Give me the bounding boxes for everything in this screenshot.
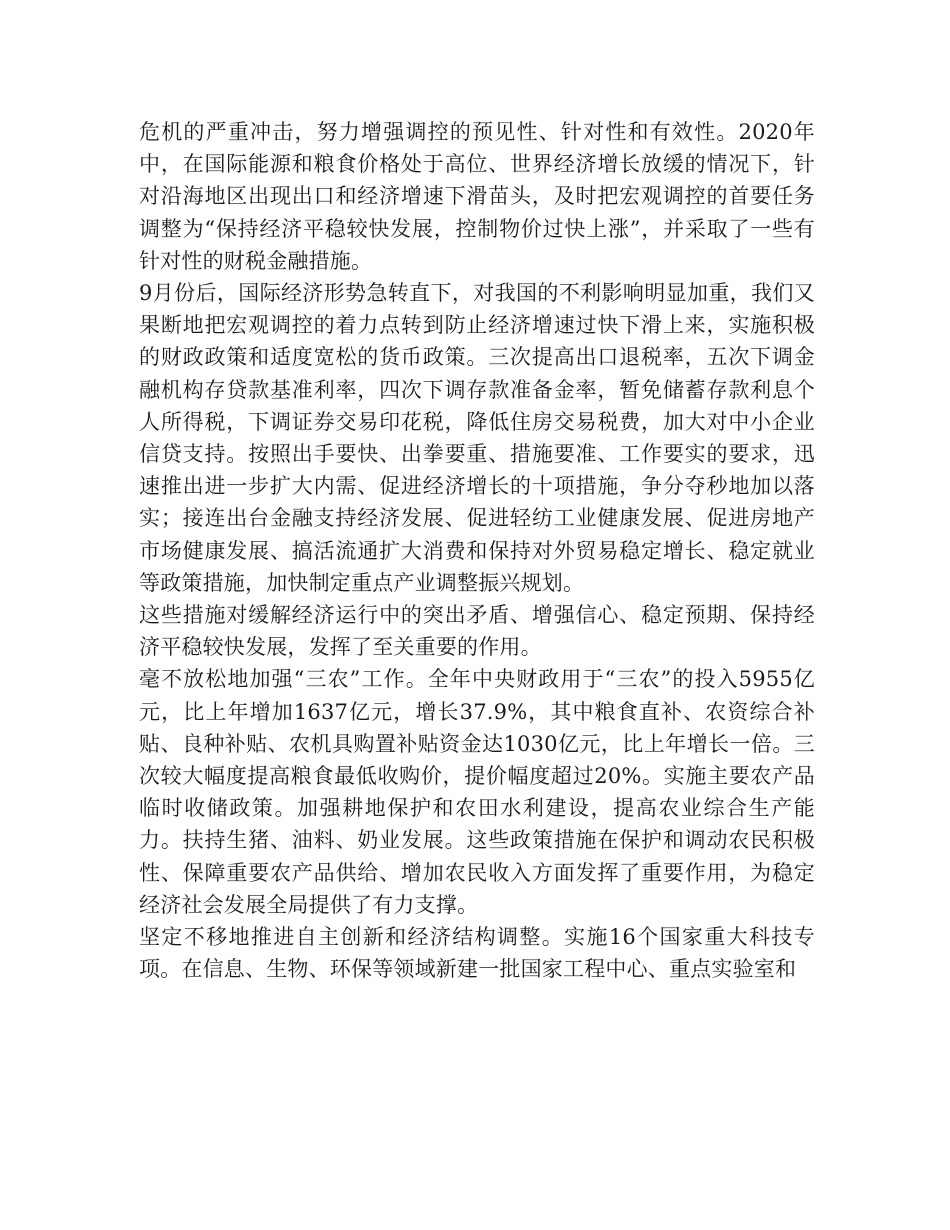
paragraph-5: 坚定不移地推进自主创新和经济结构调整。实施16个国家重大科技专项。在信息、生物、环保等领域新建一批国家工程中心、重点实验室和	[139, 925, 815, 982]
paragraph-4: 毫不放松地加强“三农”工作。全年中央财政用于“三农”的投入5955亿元，比上年增加1637亿元，增长37.9%，其中粮食直补、农资综合补贴、良种补贴、农机具购置补贴资金达1030亿元，比上年增长一倍。三次较大幅度提高粮食最低收购价，提价幅度超过20%。实施主要农产品临时收储政策。加强耕地保护和农田水利建设，提高农业综合生产能力。扶持生猪、油料、奶业发展。这些政策措施在保护和调动农民积极性、保障重要农产品供给、增加农民收入方面发挥了重要作用，为稳定经济社会发展全局提供了有力支撑。	[139, 667, 815, 917]
document-body	[139, 116, 815, 985]
paragraph-2: 9月份后，国际经济形势急转直下，对我国的不利影响明显加重，我们又果断地把宏观调控的着力点转到防止经济增速过快下滑上来，实施积极的财政政策和适度宽松的货币政策。三次提高出口退税率，五次下调金融机构存贷款基准利率，四次下调存款准备金率，暂免储蓄存款利息个人所得税，下调证券交易印花税，降低住房交易税费，加大对中小企业信贷支持。按照出手要快、出拳要重、措施要准、工作要实的要求，迅速推出进一步扩大内需、促进经济增长的十项措施，争分夺秒地加以落实；接连出台金融支持经济发展、促进轻纺工业健康发展、促进房地产市场健康发展、搞活流通扩大消费和保持对外贸易稳定增长、稳定就业等政策措施，加快制定重点产业调整振兴规划。	[139, 281, 815, 595]
paragraph-1: 危机的严重冲击，努力增强调控的预见性、针对性和有效性。2020年中，在国际能源和粮食价格处于高位、世界经济增长放缓的情况下，针对沿海地区出现出口和经济增速下滑苗头，及时把宏观调控的首要任务调整为“保持经济平稳较快发展，控制物价过快上涨”，并采取了一些有针对性的财税金融措施。	[139, 120, 815, 273]
paragraph-3: 这些措施对缓解经济运行中的突出矛盾、增强信心、稳定预期、保持经济平稳较快发展，发挥了至关重要的作用。	[139, 603, 815, 660]
